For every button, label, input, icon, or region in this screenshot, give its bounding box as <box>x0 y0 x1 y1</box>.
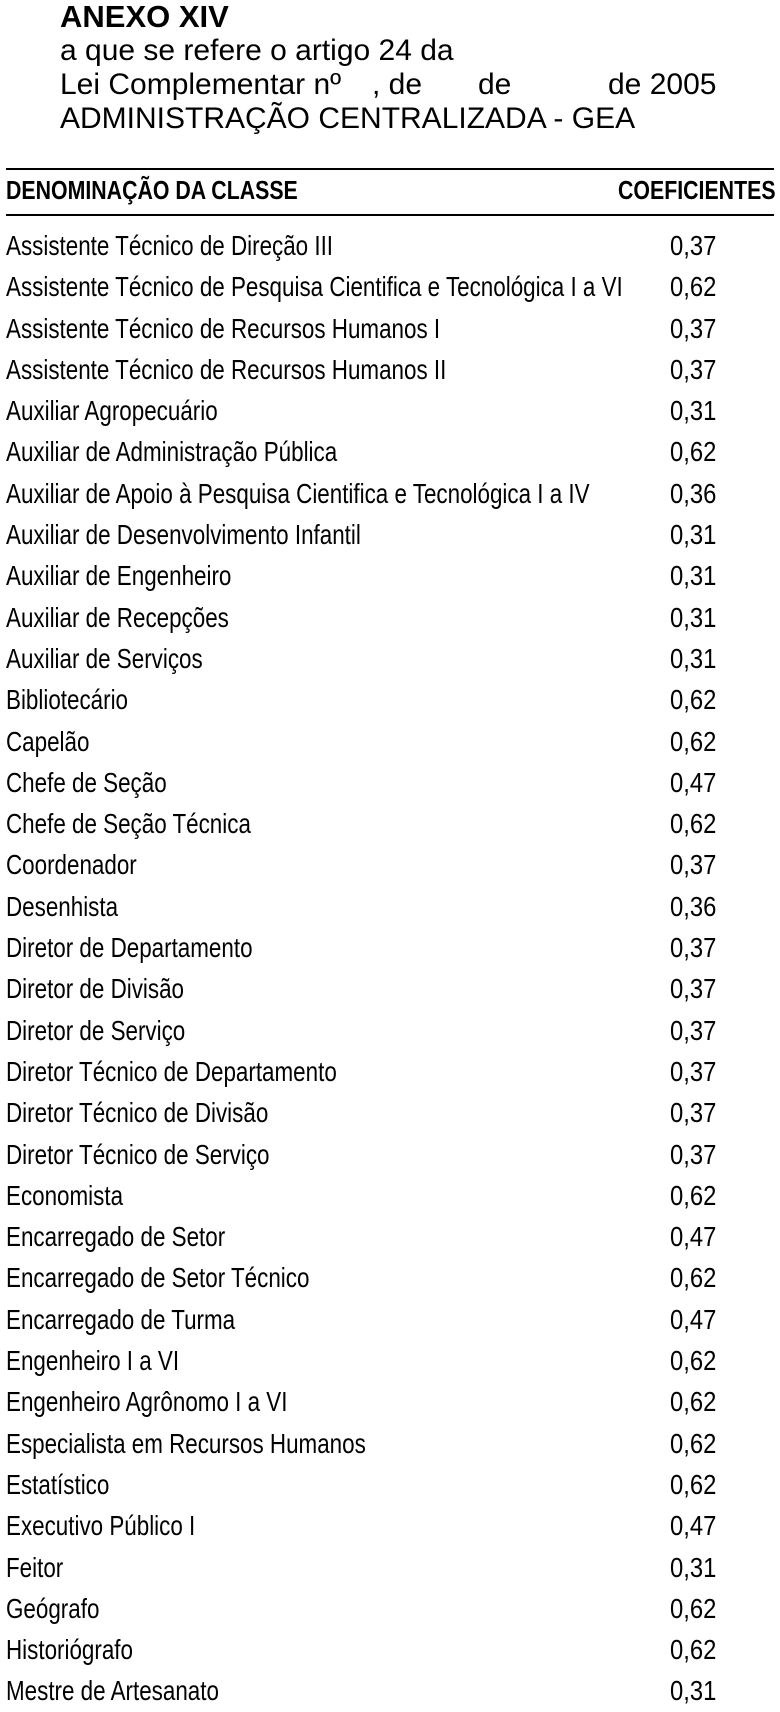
table-row <box>6 1340 774 1381</box>
table-row <box>6 1464 774 1505</box>
class-name: Estatístico <box>6 1468 110 1500</box>
table-row <box>6 679 774 720</box>
coefficient-value: 0,37 <box>670 230 717 261</box>
table-row <box>6 1670 774 1711</box>
class-name: Historiógrafo <box>6 1634 133 1666</box>
table-row <box>6 349 774 390</box>
table-row <box>6 555 774 596</box>
class-name: Encarregado de Turma <box>6 1303 236 1335</box>
class-name: Auxiliar de Administração Pública <box>6 436 338 468</box>
table-row <box>6 1216 774 1257</box>
coefficient-value: 0,62 <box>670 436 717 468</box>
class-name: Especialista em Recursos Humanos <box>6 1427 366 1459</box>
table-row <box>6 1092 774 1133</box>
coefficient-value: 0,47 <box>670 1303 717 1335</box>
class-name: Auxiliar de Apoio à Pesquisa Cientifica e Tecnológica I a IV <box>6 477 590 509</box>
class-name: Capelão <box>6 725 90 757</box>
coefficient-value: 0,62 <box>670 1427 717 1459</box>
coefficient-value: 0,37 <box>670 1138 717 1170</box>
class-name: Assistente Técnico de Recursos Humanos I <box>6 312 441 344</box>
reference-line: a que se refere o artigo 24 da <box>60 34 454 67</box>
table-row <box>6 638 774 679</box>
coefficient-value: 0,31 <box>670 1551 717 1583</box>
table-row <box>6 968 774 1009</box>
coefficient-value: 0,62 <box>670 1345 717 1377</box>
table-row <box>6 1423 774 1464</box>
coefficient-value: 0,47 <box>670 1510 717 1542</box>
coefficient-value: 0,47 <box>670 1221 717 1253</box>
class-name: Encarregado de Setor <box>6 1221 226 1253</box>
coefficient-value: 0,37 <box>670 1097 717 1129</box>
coefficient-value: 0,31 <box>670 560 717 592</box>
coefficient-value: 0,31 <box>670 395 717 427</box>
class-name: Mestre de Artesanato <box>6 1675 219 1707</box>
table-row <box>6 1547 774 1588</box>
class-name: Assistente Técnico de Direção III <box>6 230 334 261</box>
coefficient-value: 0,31 <box>670 601 717 633</box>
table-row <box>6 1299 774 1340</box>
law-prefix: Lei Complementar nº <box>60 68 342 101</box>
coefficient-value: 0,31 <box>670 1675 717 1707</box>
law-line <box>60 68 775 102</box>
table-row <box>6 886 774 927</box>
table-row <box>6 308 774 349</box>
table-row <box>6 1010 774 1051</box>
table-header <box>6 168 774 216</box>
coefficient-value: 0,37 <box>670 353 717 385</box>
class-name: Engenheiro I a VI <box>6 1345 180 1377</box>
coefficient-value: 0,62 <box>670 1386 717 1418</box>
class-name: Diretor Técnico de Divisão <box>6 1097 269 1129</box>
coefficient-value: 0,31 <box>670 519 717 551</box>
class-name: Assistente Técnico de Recursos Humanos II <box>6 353 447 385</box>
class-name: Feitor <box>6 1551 64 1583</box>
table-row <box>6 1505 774 1546</box>
class-name: Desenhista <box>6 890 119 922</box>
class-name: Coordenador <box>6 849 137 881</box>
table-row <box>6 266 774 307</box>
table-row <box>6 1134 774 1175</box>
coefficient-value: 0,37 <box>670 1055 717 1087</box>
table-row <box>6 1257 774 1298</box>
class-name: Geógrafo <box>6 1592 100 1624</box>
table-row <box>6 390 774 431</box>
coefficient-value: 0,47 <box>670 766 717 798</box>
table-row <box>6 721 774 762</box>
coefficient-value: 0,36 <box>670 477 717 509</box>
table-row <box>6 1381 774 1422</box>
coefficient-value: 0,37 <box>670 312 717 344</box>
coefficient-value: 0,62 <box>670 684 717 716</box>
law-year: de 2005 <box>608 68 717 101</box>
class-name: Chefe de Seção <box>6 766 167 798</box>
class-name: Diretor de Divisão <box>6 973 185 1005</box>
coefficient-value: 0,36 <box>670 890 717 922</box>
law-comma-de: , de <box>372 68 423 101</box>
class-name: Auxiliar de Serviços <box>6 642 203 674</box>
table-row <box>6 1629 774 1670</box>
column-header-coefficients: COEFICIENTES <box>618 175 776 205</box>
coefficient-value: 0,62 <box>670 271 717 303</box>
class-name: Diretor de Departamento <box>6 932 253 964</box>
table-row <box>6 514 774 555</box>
class-name: Executivo Público I <box>6 1510 196 1542</box>
class-name: Bibliotecário <box>6 684 129 716</box>
coefficient-value: 0,37 <box>670 973 717 1005</box>
administration-line: ADMINISTRAÇÃO CENTRALIZADA - GEA <box>60 102 636 135</box>
coefficient-value: 0,31 <box>670 642 717 674</box>
table-row <box>6 225 774 266</box>
table-row <box>6 473 774 514</box>
table-row <box>6 762 774 803</box>
table-row <box>6 431 774 472</box>
table-row <box>6 844 774 885</box>
coefficient-value: 0,37 <box>670 932 717 964</box>
class-name: Encarregado de Setor Técnico <box>6 1262 310 1294</box>
table-row <box>6 1175 774 1216</box>
table-row <box>6 1588 774 1629</box>
class-name: Assistente Técnico de Pesquisa Cientifica e Tecnológica I a VI <box>6 271 623 303</box>
class-name: Engenheiro Agrônomo I a VI <box>6 1386 288 1418</box>
class-name: Auxiliar de Recepções <box>6 601 229 633</box>
class-name: Auxiliar de Desenvolvimento Infantil <box>6 519 361 551</box>
coefficient-value: 0,37 <box>670 849 717 881</box>
class-name: Diretor Técnico de Departamento <box>6 1055 337 1087</box>
column-header-class: DENOMINAÇÃO DA CLASSE <box>6 175 298 205</box>
coefficient-value: 0,37 <box>670 1014 717 1046</box>
class-name: Diretor Técnico de Serviço <box>6 1138 270 1170</box>
coefficient-value: 0,62 <box>670 1468 717 1500</box>
class-name: Economista <box>6 1179 124 1211</box>
document-header <box>60 0 775 136</box>
class-name: Auxiliar Agropecuário <box>6 395 218 427</box>
coefficient-value: 0,62 <box>670 1262 717 1294</box>
coefficient-table <box>6 225 774 1712</box>
law-de: de <box>478 68 512 101</box>
coefficient-value: 0,62 <box>670 725 717 757</box>
class-name: Auxiliar de Engenheiro <box>6 560 232 592</box>
coefficient-value: 0,62 <box>670 808 717 840</box>
table-row <box>6 1051 774 1092</box>
class-name: Chefe de Seção Técnica <box>6 808 251 840</box>
coefficient-value: 0,62 <box>670 1634 717 1666</box>
coefficient-value: 0,62 <box>670 1179 717 1211</box>
table-row <box>6 597 774 638</box>
annex-title: ANEXO XIV <box>60 0 229 34</box>
table-row <box>6 803 774 844</box>
coefficient-value: 0,62 <box>670 1592 717 1624</box>
table-row <box>6 927 774 968</box>
class-name: Diretor de Serviço <box>6 1014 186 1046</box>
